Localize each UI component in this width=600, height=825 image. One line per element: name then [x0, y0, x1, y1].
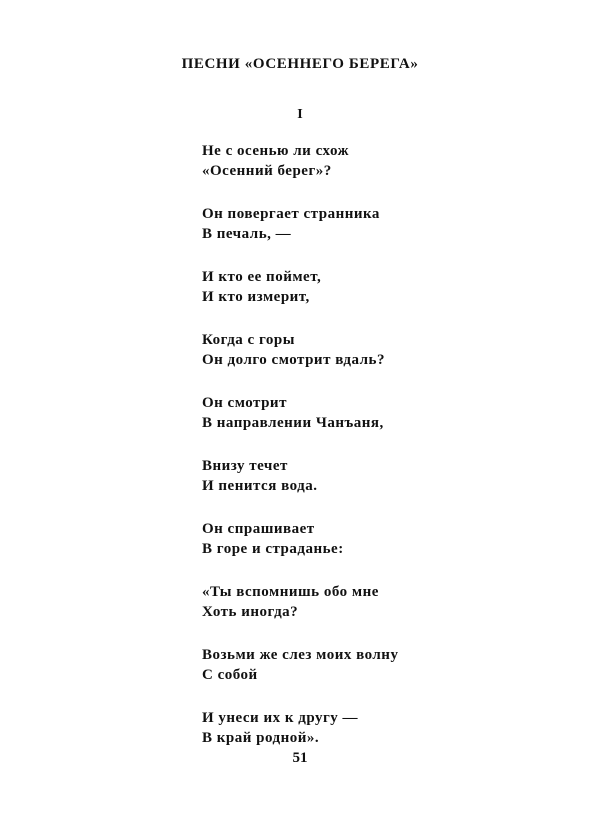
section-number: I — [297, 107, 303, 122]
poem-line: С собой — [202, 667, 258, 683]
poem-line: «Ты вспомнишь обо мне — [202, 584, 379, 600]
stanza — [202, 267, 462, 307]
stanza — [202, 393, 462, 433]
poem-line: Он спрашивает — [202, 521, 315, 537]
stanza — [202, 708, 462, 748]
poem-title: ПЕСНИ «ОСЕННЕГО БЕРЕГА» — [181, 56, 419, 72]
poem-body — [202, 141, 462, 771]
poem-line: И кто измерит, — [202, 289, 310, 305]
stanza — [202, 330, 462, 370]
stanza — [202, 141, 462, 181]
poem-line: Не с осенью ли схож — [202, 143, 349, 159]
poem-line: И пенится вода. — [202, 478, 318, 494]
poem-line: И кто ее поймет, — [202, 269, 322, 285]
poem-line: Он повергает странника — [202, 206, 380, 222]
stanza — [202, 519, 462, 559]
poem-line: В направлении Чанъаня, — [202, 415, 384, 431]
poem-line: И унеси их к другу — — [202, 710, 359, 726]
poem-line: Хоть иногда? — [202, 604, 299, 620]
stanza — [202, 645, 462, 685]
poem-line: В горе и страданье: — [202, 541, 344, 557]
poem-line: Возьми же слез моих волну — [202, 647, 399, 663]
stanza — [202, 582, 462, 622]
poem-line: «Осенний берег»? — [202, 163, 332, 179]
stanza — [202, 456, 462, 496]
poem-line: В край родной». — [202, 730, 320, 746]
poem-line: Он долго смотрит вдаль? — [202, 352, 385, 368]
page-number: 51 — [292, 750, 308, 766]
poem-line: Когда с горы — [202, 332, 295, 348]
poem-line: Внизу течет — [202, 458, 288, 474]
poem-line: Он смотрит — [202, 395, 287, 411]
stanza — [202, 204, 462, 244]
poem-line: В печаль, — — [202, 226, 292, 242]
